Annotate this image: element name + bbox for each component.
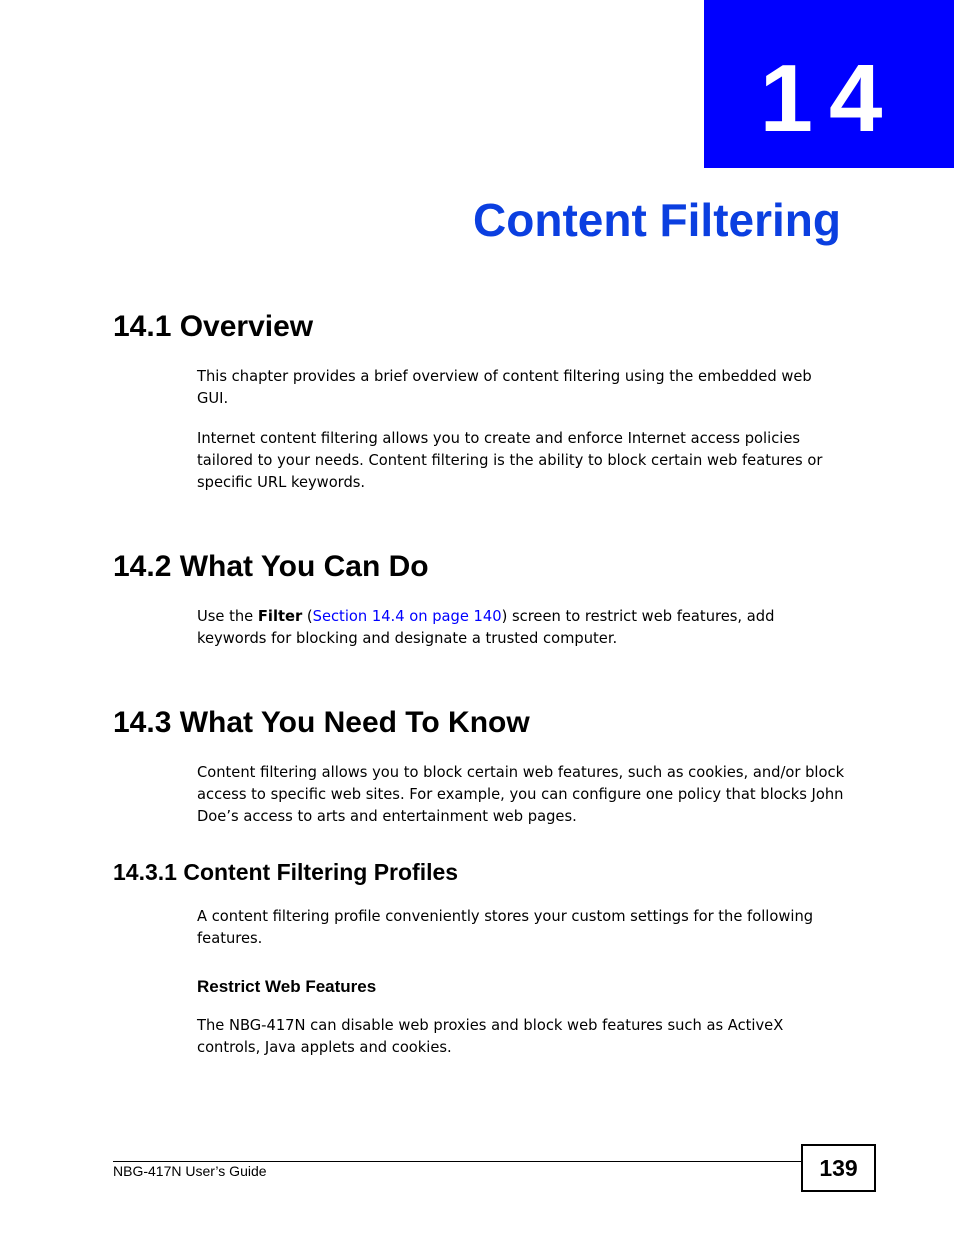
section-heading-profiles: 14.3.1 Content Filtering Profiles: [113, 859, 459, 885]
page-number: 139: [801, 1144, 876, 1192]
need-to-know-paragraph: Content filtering allows you to block certain web features, such as cookies, and/or block access to specific web sites. For example, you can configure one policy that blocks John Doe’s access to arts and entertainment web pages.: [197, 764, 845, 825]
section-heading-overview: 14.1 Overview: [113, 310, 314, 343]
profiles-paragraph-1: A content filtering profile conveniently stores your custom settings for the following features.: [197, 908, 814, 947]
chapter-number: 14: [759, 45, 899, 152]
filter-bold-label: Filter: [257, 608, 303, 625]
section-heading-what-you-need-to-know: 14.3 What You Need To Know: [113, 706, 530, 739]
section-heading-what-you-can-do: 14.2 What You Can Do: [113, 550, 429, 583]
what-you-can-do-paragraph: [197, 606, 847, 650]
chapter-number-box: [704, 0, 954, 168]
paren-open: (: [302, 608, 313, 625]
subheading-restrict-web-features: Restrict Web Features: [197, 977, 377, 996]
chapter-title: Content Filtering: [473, 194, 841, 246]
section-link[interactable]: Section 14.4 on page 140: [312, 608, 502, 625]
profiles-paragraph-2: The NBG-417N can disable web proxies and block web features such as ActiveX controls, Java applets and cookies.: [197, 1017, 784, 1056]
footer-rule: [113, 1161, 801, 1162]
footer-guide-title: NBG-417N User’s Guide: [113, 1163, 267, 1179]
text-after: ) screen to restrict web features, add keywords for blocking and designate a trusted computer.: [197, 608, 775, 647]
overview-paragraph-1: This chapter provides a brief overview of content filtering using the embedded web GUI.: [197, 368, 812, 407]
text-before: Use the: [197, 608, 258, 625]
overview-paragraph-2: Internet content filtering allows you to create and enforce Internet access policies tailored to your needs. Content filtering is the ability to block certain web features or specific URL keywords.: [197, 430, 823, 491]
